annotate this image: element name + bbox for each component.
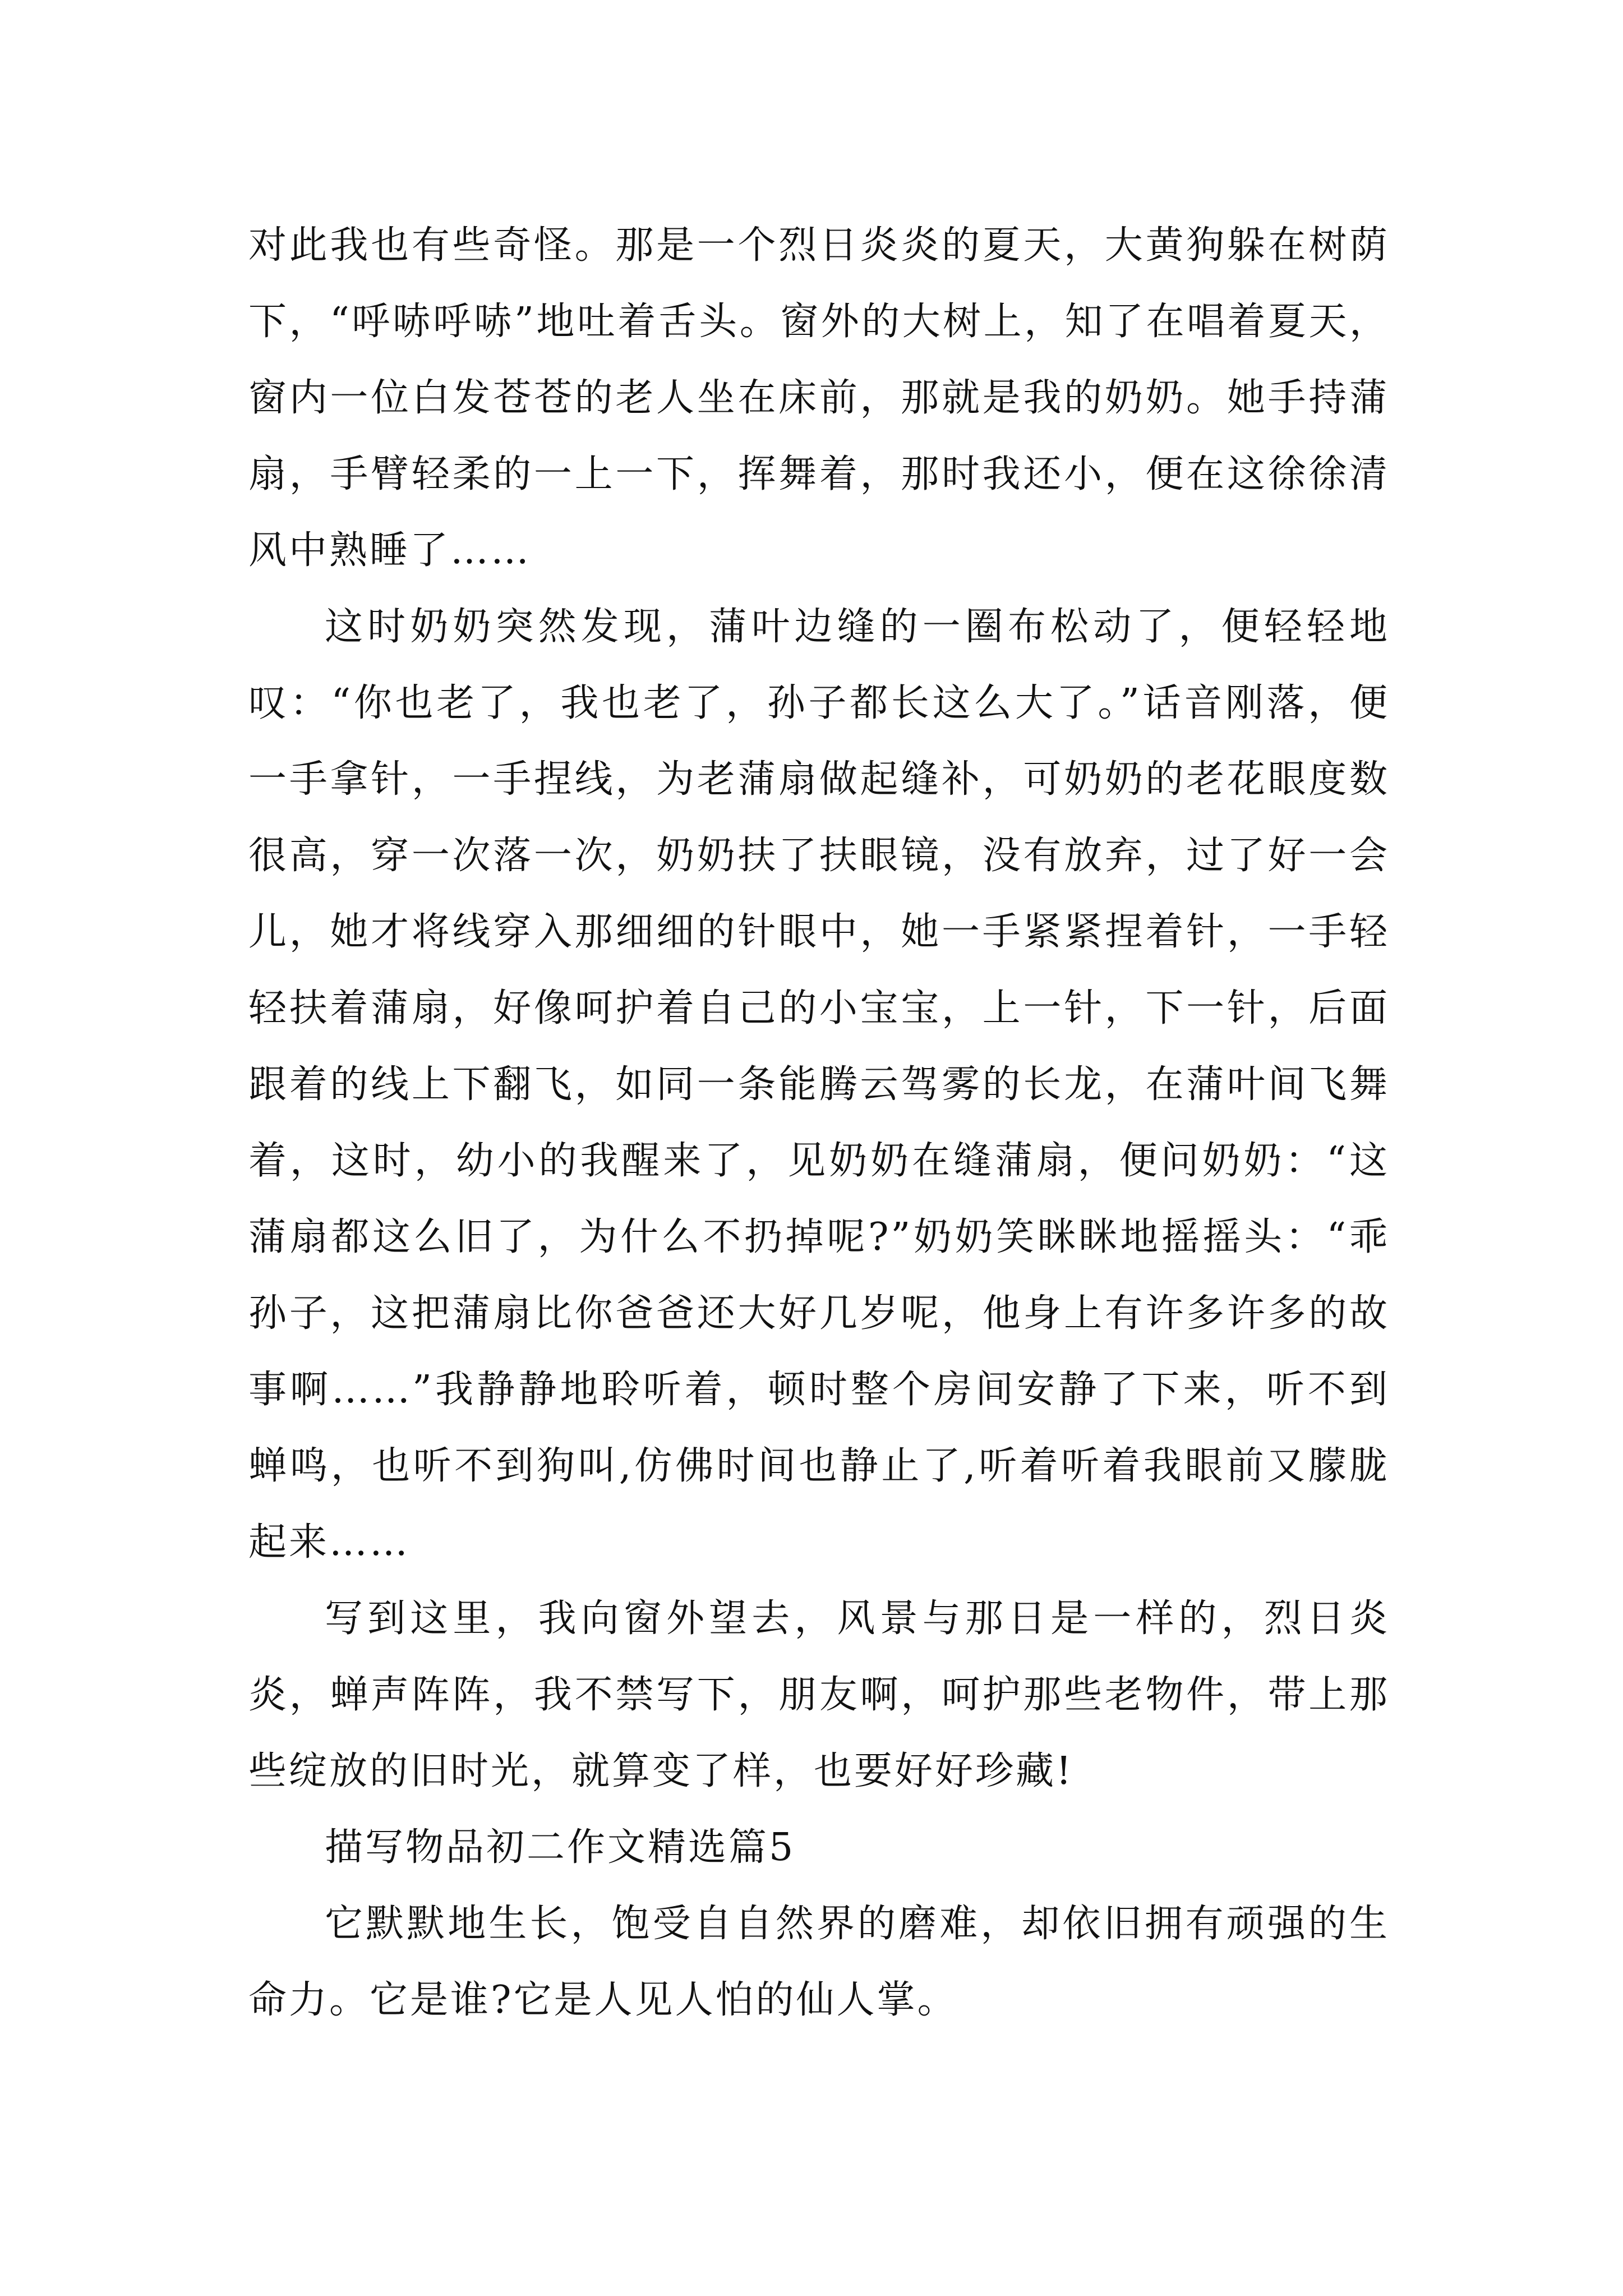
section-heading: 描写物品初二作文精选篇5 <box>325 1825 796 1870</box>
paragraph-4: 它默默地生长，饱受自自然界的磨难，却依旧拥有顽强的生命力。它是谁?它是人见人怕的仙人掌。 <box>248 1902 1390 2022</box>
paragraph-3: 写到这里，我向窗外望去，风景与那日是一样的，烈日炎炎，蝉声阵阵，我不禁写下，朋友啊，呵护那些老物件，带上那些绽放的旧时光，就算变了样，也要好好珍藏! <box>248 1596 1390 1793</box>
document-body <box>248 208 1390 2039</box>
paragraph-2: 这时奶奶突然发现，蒲叶边缝的一圈布松动了，便轻轻地叹：“你也老了，我也老了，孙子都长这么大了。”话音刚落，便一手拿针，一手捏线，为老蒲扇做起缝补，可奶奶的老花眼度数很高，穿一次落一次，奶奶扶了扶眼镜，没有放弃，过了好一会儿，她才将线穿入那细细的针眼中，她一手紧紧捏着针，一手轻轻扶着蒲扇，好像呵护着自己的小宝宝，上一针，下一针，后面跟着的线上下翻飞，如同一条能腾云驾雾的长龙，在蒲叶间飞舞着，这时，幼小的我醒来了，见奶奶在缝蒲扇，便问奶奶：“这蒲扇都这么旧了，为什么不扔掉呢?”奶奶笑眯眯地摇摇头：“乖孙子，这把蒲扇比你爸爸还大好几岁呢，他身上有许多许多的故事啊……”我静静地聆听着，顿时整个房间安静了下来，听不到蝉鸣，也听不到狗叫,仿佛时间也静止了,听着听着我眼前又朦胧起来…… <box>248 605 1390 1565</box>
paragraph-1: 对此我也有些奇怪。那是一个烈日炎炎的夏天，大黄狗躲在树荫下，“呼哧呼哧”地吐着舌头。窗外的大树上，知了在唱着夏天，窗内一位白发苍苍的老人坐在床前，那就是我的奶奶。她手持蒲扇，手臂轻柔的一上一下，挥舞着，那时我还小，便在这徐徐清风中熟睡了…… <box>248 223 1390 573</box>
